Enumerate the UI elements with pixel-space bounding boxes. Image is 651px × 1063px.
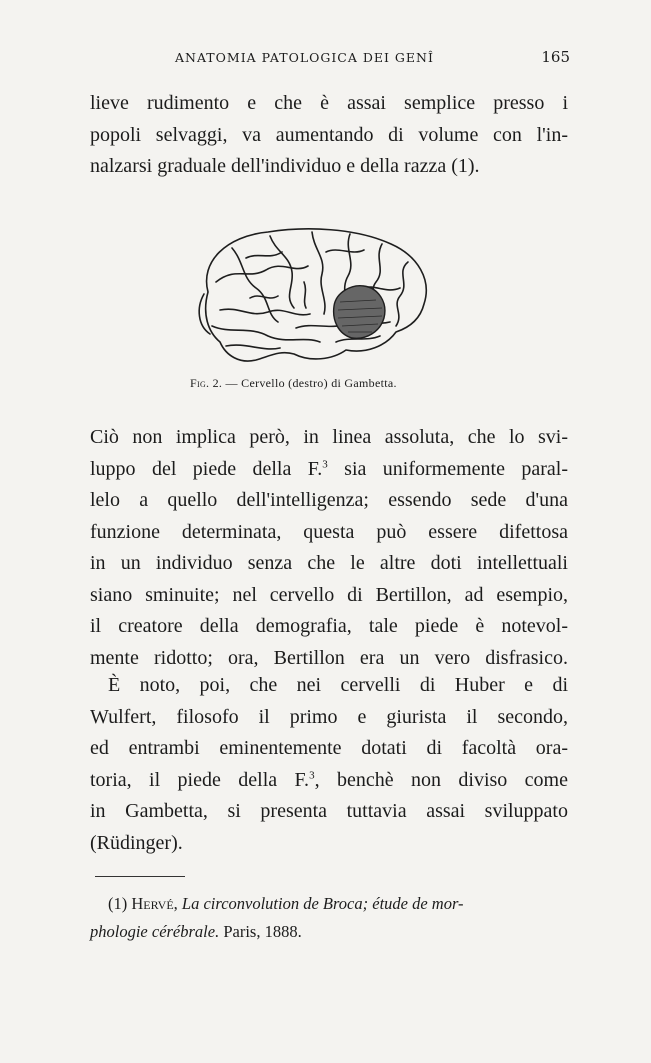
running-header — [175, 48, 570, 66]
text-line: in un individuo senza che le altre doti intellettuali — [90, 552, 568, 574]
text-line: lelo a quello dell'intelligenza; essendo sede d'una — [90, 489, 568, 511]
brain-illustration — [186, 222, 436, 374]
text-line: Wulfert, filosofo il primo e giurista il secondo, — [90, 705, 568, 728]
text-line: (Rüdinger). — [90, 831, 183, 854]
text-segment: sia uniformemente paral- — [327, 457, 568, 480]
paragraph-2 — [90, 422, 568, 674]
text-line: il creatore della demografia, tale piede è notevol- — [90, 615, 568, 637]
text-line: lieve rudimento e che è assai semplice presso i — [90, 92, 568, 114]
footnote-place-year: Paris, 1888. — [223, 922, 302, 941]
figure-caption — [190, 376, 397, 391]
figure-label: Fig. 2. — [190, 376, 223, 390]
superscript: 3 — [309, 768, 315, 781]
paragraph-3 — [90, 670, 568, 859]
page-number: 165 — [541, 48, 570, 66]
running-title: ANATOMIA PATOLOGICA DEI GENÎ — [175, 50, 434, 65]
text-line: Ciò non implica però, in linea assoluta, che lo svi- — [90, 426, 568, 448]
footnote-title: La circonvolution de Broca; étude de mor- — [181, 894, 464, 913]
caption-dash: — — [225, 376, 238, 390]
superscript: 3 — [322, 457, 328, 470]
text-line: nalzarsi graduale dell'individuo e della razza (1). — [90, 155, 480, 177]
text-line — [90, 765, 568, 797]
caption-text: Cervello (destro) di Gambetta. — [241, 376, 397, 390]
footnote-marker: (1) — [108, 894, 128, 913]
footnote — [90, 890, 568, 946]
text-segment: toria, il piede della F. — [90, 768, 310, 791]
footnote-divider — [95, 876, 185, 877]
footnote-title-continued: phologie cérébrale. — [90, 922, 220, 941]
text-line: mente ridotto; ora, Bertillon era un vero disfrasico. — [90, 646, 568, 669]
text-line: funzione determinata, questa può essere difettosa — [90, 520, 568, 543]
text-line — [90, 454, 568, 486]
text-line: È noto, poi, che nei cervelli di Huber e di — [108, 674, 568, 696]
text-segment: , benchè non diviso come — [314, 768, 568, 791]
text-line: siano sminuite; nel cervello di Bertillon, ad esempio, — [90, 583, 568, 606]
text-line: popoli selvaggi, va aumentando di volume con l'in- — [90, 123, 568, 146]
text-line: in Gambetta, si presenta tuttavia assai sviluppato — [90, 800, 568, 822]
text-segment: luppo del piede della F. — [90, 457, 323, 480]
paragraph-1 — [90, 88, 568, 183]
footnote-author: Hervé, — [131, 894, 178, 913]
text-line: ed entrambi eminentemente dotati di facoltà ora- — [90, 737, 568, 759]
